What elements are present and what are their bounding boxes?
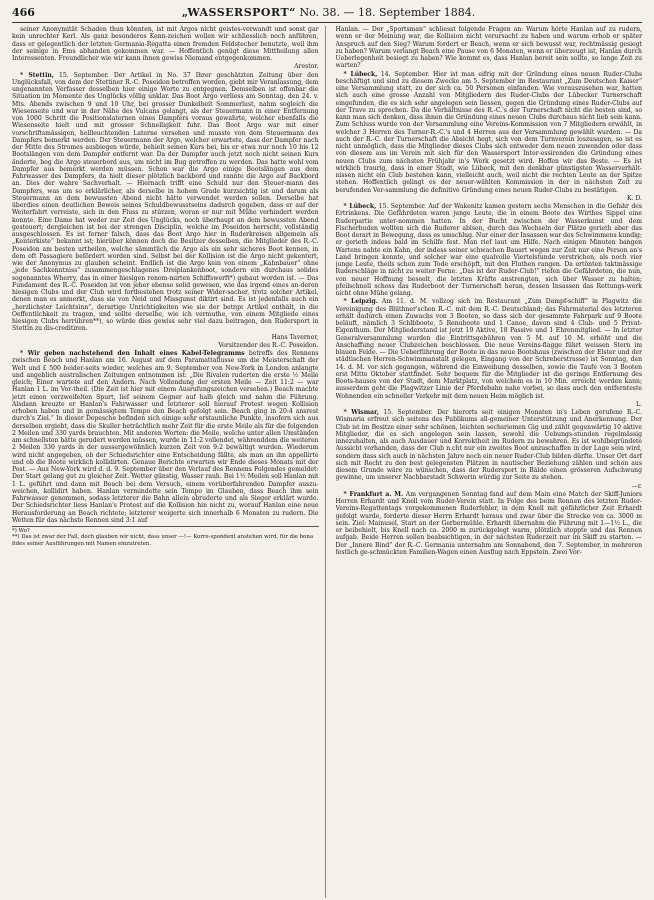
dateline: * Stettin,	[20, 71, 54, 79]
paragraph-text: 15. September. Auf der Wakenitz kamen gestern sechs Menschen in die Gefahr des Ertrinkens. Die Gefährdeten waren junge Leute, die in einem Boote des Wirthes Sippel eine Ruderpartie unter-nommen hatten. In der Bucht zwischen der Wasserkunst und dem Fischerbuden wollten sich die Ruderer ablsen, durch das Wechseln der Plätze gerieth aber das Boot derart in Bewegung, dass es umschlug. Nur einer der Insassen war des Schwimmens kundig; er gerieth indess bald im Schilfe fest. Man rief laut um Hilfe. Nach einigen Minuten bangen Wartens nahte ein Kahn, der indess seiner schwachen Bauart wegen zur Zeit nur eine Person an's Land bringen konnte, und solcher war eine qualvolle Viertelstunde verstrichen, als noch vier junge Leute, theils schon zum Tode erschöpft, mit den Fluthen rangen. Da ertönten taktmässige Ruderschläge in nicht zu weiter Ferne. „Das ist der Ruder-Club!“ riefen die Gefährdeten, die nun, von neuer Hoffnung beseelt, die letzten Kräfte anstrengten, sich über Wasser zu halten; pfeilschnell schoss das Ruderboot der Turnerschaft heran, dessen Insassen das Rettungs-werk nicht ohne Mühe gelang.	[335, 203, 642, 297]
masthead	[182, 6, 476, 19]
dateline: * Lübeck,	[343, 203, 377, 210]
dateline: * Frankfurt a. M.	[343, 490, 404, 498]
paragraph-text: Am 11. d. M. vollzog sich im Restaurant „Zum Dampf-schiff“ in Plagwitz die Vereinigung des Blüthner'schen R.-C. mit dem R.-C. Deutschland; das Fahrmaterial des letzteren erhält dadurch einen Zuwachs von 3 Booten, so dass sich der gesammte Fahrpark auf 9 Boote beläuft, nämlich 3 Schlbboote, 5 Renuboote und 1 Canoe, davon sind 4 Club- und 5 Privat-Eigenthum. Der Mitgliederstand ist jetzt 19 Aktive, 18 Passive und 1 Ehrenmitglied. — In letzter Generalversammlung wurden die Eintrittsgebühren von 5 M. auf 10 M. erhöht und die Anschaffung neuer Clubzeichen beschlossen. Die neue Vereins-flagge führt weissen Stern im blauen Felde. — Die Ueberführung der Boote in das neue Bootshaus (zwischen der Elster und der städtischen Herren-Schwimmanstalt gelegen, Eingang von der Schreberstrasse) ist Sonntag, den 14. d. M. vor sich gegangen, während die Einweihung desselben, sowie die Taufe von 3 Booten erst Mitte Oktober stattfindet. Sehr bequem für die Mitglieder ist die geringe Entfernung des Boots-hauses von der Stadt, dem Marktplatz, von welchem es in 10 Min. erreicht werden kann; ausserdem geht die Plagwitzer Linie der Pferdebahn nahe vorbei, so dass auch den entfernteste Wohnenden ein schneller Verkehr mit dem neuen Heim möglich ist.	[335, 298, 642, 400]
right-column-text	[336, 26, 643, 556]
footnotes	[12, 526, 319, 547]
paragraph-text: Hanlan. — Der „Sportsman“ schliesst folgende Fragen an: Warum hörte Hanlan auf zu rudern, wenn er der Meinung war, die Kollision nicht verursacht zu haben und warum erhob er später Anspruch auf den Sieg? Warum fordert er Beach, wenn er sich bewusst war, rechtmässig gesiegt zu haben? Warum verlangt Beach eine Pause von 6 Monaten, wenn er überzeugt ist, Hanlan durch Ueberlegenheit besiegt zu haben? Wie kommt es, dass Hanlan bereit sein sollte, so lange Zeit zu warten?	[335, 26, 642, 70]
dateline: * Lübeck,	[343, 70, 378, 78]
article-paragraph	[12, 72, 319, 333]
article-paragraph	[336, 26, 643, 70]
footnote: *) Wo?	[12, 528, 30, 534]
dateline: * Wir geben nachstehend den Inhalt eines Kabel-Telegramms	[20, 350, 245, 357]
signature: Arestor.	[294, 63, 319, 71]
paragraph-text: 14. September. Hier ist man eifrig mit der Gründung eines neuen Ruder-Clubs beschäftigt und sind zu diesem Zwecke am 5. September im Restaurant „Zum Deutschen Kaiser“ eine Versammlung statt, zu der sich ca. 50 Personen einfanden. Wie vorauszusehen war, hatten sich auch eine grosse Anzahl von Mitgliedern des Ruder-Clubs der Lübecker Turnerschaft eingefunden, die es sich sehr angelegen sein liessen, gegen die Gründung eines Ruder-Clubs auf der Trave zu sprechen. Da die Verhältnisse des R.-C.'s der Turnerschaft nicht die besten sind, so kann man sich denken, dass ihnen die Gründung eines neuen Clubs durchaus nicht lieb sein kann. Zum Schluss wurde von der Versammlung eine Vereins-Kommission von 7 Mitgliedern erwählt, in welcher 3 Herren des Turner-R.-C.'s und 4 Herren aus der Versammlung gewählt wurden. — Da auch der R.-C. der Turnerschaft die Absicht hegt, sich von dem Turnverein loszusagen, so ist es nicht unmöglich, dass die Mitglieder dieses Clubs sich entweder dem neuen zuwenden oder dass von diesem aus im Verein mit sich für den Wassersport Inter-essirenden die Gründung eines neuen Clubs zum nächsten Frühjahr in's Werk gesetzt wird. Hoffen wir das Beste. — Es ist wirklich traurig, dass in einer Stadt, wie Lübeck, mit den denkbar günstigsten Wasserverhält-nissen nicht ein Club bestehen kann, vielleicht auch, weil nicht die rechten Leute an der Spitze stehen. Hoffentlich gelingt es der neuer-wählten Kommission in der in nächsten Zeit zu berufenden Ver-sammlung die definitive Gründung eines neuen Ruder-Clubs zu bestätigen.	[335, 70, 642, 194]
issue-info: No. 38. — 18. September 1884.	[299, 6, 476, 19]
article-paragraph	[336, 71, 643, 194]
left-column	[12, 26, 326, 898]
signature: K. D.	[626, 194, 642, 202]
left-column-text	[12, 26, 319, 524]
paragraph-text: 15. September. Der hierorts seit einigen Monaten in's Leben gerufene R.-C. Wismaria erfreut sich seitens des Publikums all-gemeiner Unterstützung und Anerkennung. Der Club ist im Besitze einer sehr schönen, leichten sechsriemen Gig und zählt gegenwärtig 10 aktive Mitglieder, die es sich angelegen sein lassen, sowohl die Uebungs-stunden regelmässig innezuhalten, als auch Ausdauer und Korrektheit im Rudern zu bewahren. Es ist wohlbegründete Aussicht vorhanden, dass der Club n.cht nur ein zweites Boot anzuschaffen in der Lage sein wird, sondern dass sich auch in nächsten Jahre noch ein neuer Ruder-Club bilden dürfte. Unser Ort darf sich mit Recht zu den best gelegensten Plätzen in nautischer Beziehung zählen und schon aus diesem Grunde wäre zu wünschen, dass der Rudersport in Bälde einen grösseren Aufschwung gewinne, um unserer Nachbarstadt Schwerin würdig zur Seite zu stehen.	[335, 409, 642, 482]
article-paragraph	[336, 298, 643, 400]
dateline: * Wismar,	[343, 409, 380, 416]
dateline: * Leipzig.	[343, 298, 378, 306]
signature: —r.	[631, 482, 642, 490]
right-column	[336, 26, 643, 898]
article-paragraph	[12, 26, 319, 62]
article-paragraph	[336, 409, 643, 482]
signature: Hans Taverner,	[271, 333, 319, 341]
paragraph-text: seiner Anonymität Schaden thun könnten, ist mit Argos nicht geistes-verwandt und sonst gar kein unrechter Kerl. Als ganz besonderes Kenn-zeichen wollen wir schliesslich noch anführen, dass er gelegentlich der letzten Germania-Regatta einen fremden Feldstecher benutzte, weil ihm der seinige in Ems abhanden gekommen war. — Hoffentlich genügt diese Mittheilung allen Interessenten. Freundlicher wie wir kann ihnen gewiss Niemand entgegenkommen.	[12, 26, 319, 62]
article-paragraph	[336, 203, 643, 297]
article-paragraph	[12, 350, 319, 524]
page-number: 466	[12, 6, 35, 19]
signature: L.	[636, 400, 642, 408]
signature: Vorsitzender des R.-C. Poseidon.	[218, 341, 319, 349]
footnote: **) Das ist zwar der Fall, doch glauben wir nicht, dass unser —!— Korre-spondent anstehen wird, für die bona fides seiner Ausführungen mit Namen einzutreten.	[12, 534, 314, 547]
paragraph-text: 15. September. Der Artikel in No. 37 Ihrer geschätzten Zeitung über den Unglücksfall, von dem der Stettiner R.-C. Poseidon betroffen worden, giebt mir Veranlassung, dem ungenannten Verfasser desselben hier einige Worte zu entgegnen. Demselben ist offenbar die Situation im Momente des Unglücks völlig unklar. Das Boot Argo verliess am Sonntag, den 24. v. Mts. Abends zwischen 9 und 10 Uhr, bei grosser Dunkelheit Sommerlust, nahm sogleich die Wiesenseite und war in der Nähe des Vulcans gelangt, als der Steuermann in einer Entfernung von 1000 Schritt die Positionslaternen eines Dampfers voraus gewahrte, welcher ebenfalls die Wiesenseite hielt und mit grosser Schnelligkeit fuhr. Das Boot Argo war mit einer vorschriftsmässigen, hellleuchtenden Laterne versehen und musste von dem Steuermann des Dampfers bemerkt werden. Der Steuermann der Argo, welcher erwartete, dass der Dampfer nach der Mitte des Stromes ausbiegen würde, behielt seinen Kurs bei, bis er etwa nur noch 10 bis 12 Bootslängen von dem Dampfer entfernt war. Da der Dampfer auch jetzt noch nicht seinen Kurs änderte, bog die Argo steuerbord aus, um nicht im Bug getroffen zu werden. Das hatte wohl vom Dampfer aus bemerkt werden müssen. Schon war die Argo einige Bootslängen aus dem Fahrwasser des Dampfers, da hielt dieser plötzlich backbord und rannte die Argo auf Backbord an. Dies der wahre Sachverhalt. — Hiernach trifft eine Schuld nur den Steuer-mann des Dampfers, was um so erklärlicher, als derselbe in hohem Grade kurzsichtig ist und darum als Steuermann an dem bewussten Abend nicht hätte verwendet werden sollen. Derselbe hat überdies einen deutlichen Beweis seines Schuldbewusstseins dadurch gegeben, dass er auf der Weiterfahrt verreiste, sich in den Fluss zu stürzen, woran er nur mit Mühe verhindert werden konnte. Eine Dame hat weder zur Zeit des Unglücks, noch überhaupt an dem bewussten Abend gesteuert; dergleichen ist bei der strengen Disciplin, welche im Poseidon herrscht, vollständig ausgeschlossen. Es ist ferner falsch, dass das Boot Argo hier in Ruderkreisen allgemein als „Kenterkiste“ bekannt ist; hierüber können doch die Besitzer desselben, die Mitglieder des R.-C. Poseidon am besten urtheilen, welche sämmtlich die Argo als ein sehr sicheres Boot kennen, in dem oft Passagiere befördert worden sind. Selbst bei der Kollision ist die Argo nicht gekentert, wie der Anonymus zu glauben scheint. Endlich ist die Argo kein von einem „Kahnbauer“ ohne „jede Sachkenntniss“ zusammengeschlagenes Dreiplankenboot, sondern ein durchaus solides sogenanntes Wherry, das in einer hiesigen renom-mirten Schiffswerft*) gebaut worden ist. — Das Fundament des R.-C. Poseidon ist von jeher ebenso solid gewesen, wie das irgend eines an-deren hiesigen Clubs und der Club wird fortbestehen trotz seiner Wider-sacher, trotz solcher Artikel, denen man es anmerkt, dass sie von Neid und Missgunst diktirt sind. Es ist jedenfalls auch ein „herzlichster Leichtsinn“, derartige Unrichtigkeiten wie sie der betrge Artikel enthält, in die Oeffentlichkeit zu tragen, und sollte derselbe, wie ich vermuthe, von einem Mitgliede eines hiesigen Clubs herrühren**), so würde dies gewiss sehr viel dazu beitragen, den Rudersport in Stettin zu dis-creditiren.	[12, 71, 319, 333]
columns	[12, 26, 642, 898]
article-paragraph	[336, 491, 643, 556]
page-header	[12, 6, 642, 23]
journal-title: „WASSERSPORT“	[181, 6, 296, 19]
paragraph-text: Am vergangenen Sonntag fand auf dem Main eine Match der Skiff-Juniors Herren Erhardt und Knell vom Ruder-Verein statt. In Folge des beim Rennen des letzten Ruder-Vereins-Regattentags vorgekommenen Ruderfehler, in dem Knell mit gefährlicher Zeit Erhardt gefolgt wurde, forderte dieser Herrn Erhardt heraus und zwar über die Strecke von ca. 3000 m sein. Ziel: Mainusel, Start an der Gerbermühle. Erhardt übernahm die Führung mit 1—1½ L., die er beibehielt, bis Knell nach ca. 2000 m zurückgelegt warm, plötzlich stoppte und das Rennen aufgab. Beide Herren sollen beabsichtigen, in der nächsten Ruderzeit nur im Skiff zu starten. — Der „Innere Bind“ der R.-C. Germania unternahm am Sonnabend, den 7. September, in mehreren festlich ge-schmückten Familien-Wagen einen Ausflug nach Eppstein. Zwei Vor-	[335, 490, 642, 556]
paragraph-text: betreffs des Rennens zwischen Beach und Hanlan am 16. August auf dem Paramattaflusse um die Meisterschaft der Welt und £ 500 beider-seits wieder, welches am 9. September von New-York in London anlangte und angeblich australischen Zeitungen entnommen ist: „Die Rivalen ruderten die erste ½ Meile gleich; Einer wartete auf den Andern. Nach Vollendung der ersten Meile — Zeit 11:2 — war Hanlan 1 L. im Vor-theil. (Die Zeit ist hier mit einem Ausrufungszeichen versehen.) Beach machte jetzt einen verzweifelten Spurt, lief seinem Gegner auf halb gleich und nahm die Führung. Alsdann kreuzte er Hanlan's Fahrwasser und letzterer soll hierauf Protest wegen Kollision erhoben haben und in gemässigtem Tempo den Beach gefolgt sein. Beach ging in 20:4 ansrest durch's Ziel.“ In dieser Depesche befinden sich einige sehr erstaunliche Punkte, insofern sich aus derselben ergiebt, dass die Skuller beträchtlich mehr Zeit für die erste Meile als für die folgenden 2 Meilen und 330 yards brauchten. Mit anderen Worten: die Meile, welche unter allen Umständen am schnellsten hätte gerudert werden müssen, wurde in 11:2 vollendet, währenddem die weiteren 2 Meilen 330 yards in der aussergewöhnlich kurzen Zeit von 9:2 bewältigt wurden. Wiederum wird nicht angegeben, ob der Schiedsrichter eine Entscheidung fällte, als man an ihn appellirte und ob die Boote wirklich kollidirten. Genaue Berichte erwarten wir Ende dieses Monats mit der Post. — Aus New-York wird d. d. 9. September über den Verlauf des Rennens Folgendes gemeldet: Der Start gelang gut zu gleicher Zeit. Wetter günstig, Wasser rauh. Bei 1½ Meilen soll Hanlan mit 1 L. geführt und dann mit Beach bei dem Versuch, einem vorüberfahrenden Dampfer auszu-weichen, kollidirt haben. Hanlan vermindette sein Tempo im Glauben, dass Beach ihm sein Fahrwasser genommen, sodass letzterer die Bahn allein abruderte und als Sieger erklärt wurde. Der Schiedsrichter liess Hanlan's Protest auf die Kollision hin nicht zu, worauf Hanlan eine neue Herausforderung an Beach richtete; letzterer weigerte sich innerhalb 6 Monaten zu rudern. Die Wetten für das nächste Rennen sind 3:1 auf	[12, 350, 319, 524]
